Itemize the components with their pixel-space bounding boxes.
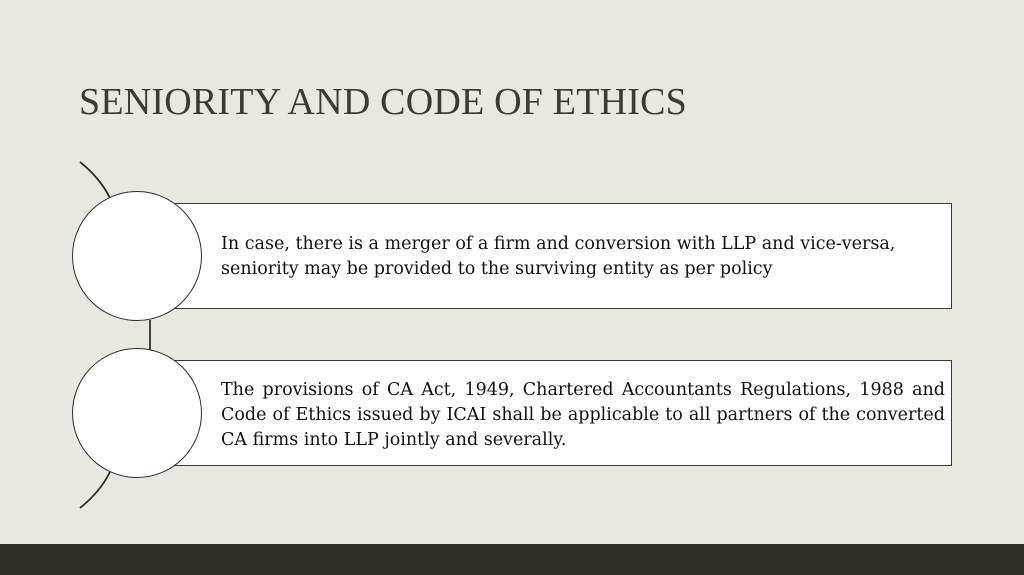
slide-title: SENIORITY AND CODE OF ETHICS	[79, 81, 687, 123]
footer-bar	[0, 544, 1024, 575]
item-text-2: The provisions of CA Act, 1949, Chartered Accountants Regulations, 1988 and Code of Ethics issued by ICAI shall be applicable to all partners of the converted CA firms into LLP jointly and severally.	[221, 380, 945, 450]
item-circle-1	[72, 191, 202, 321]
item-circle-2	[72, 348, 202, 478]
item-text-1: In case, there is a merger of a firm and conversion with LLP and vice-versa, seniority may be provided to the surviving entity as per policy	[221, 234, 896, 279]
item-box-1	[150, 203, 952, 309]
item-box-2	[150, 360, 952, 466]
